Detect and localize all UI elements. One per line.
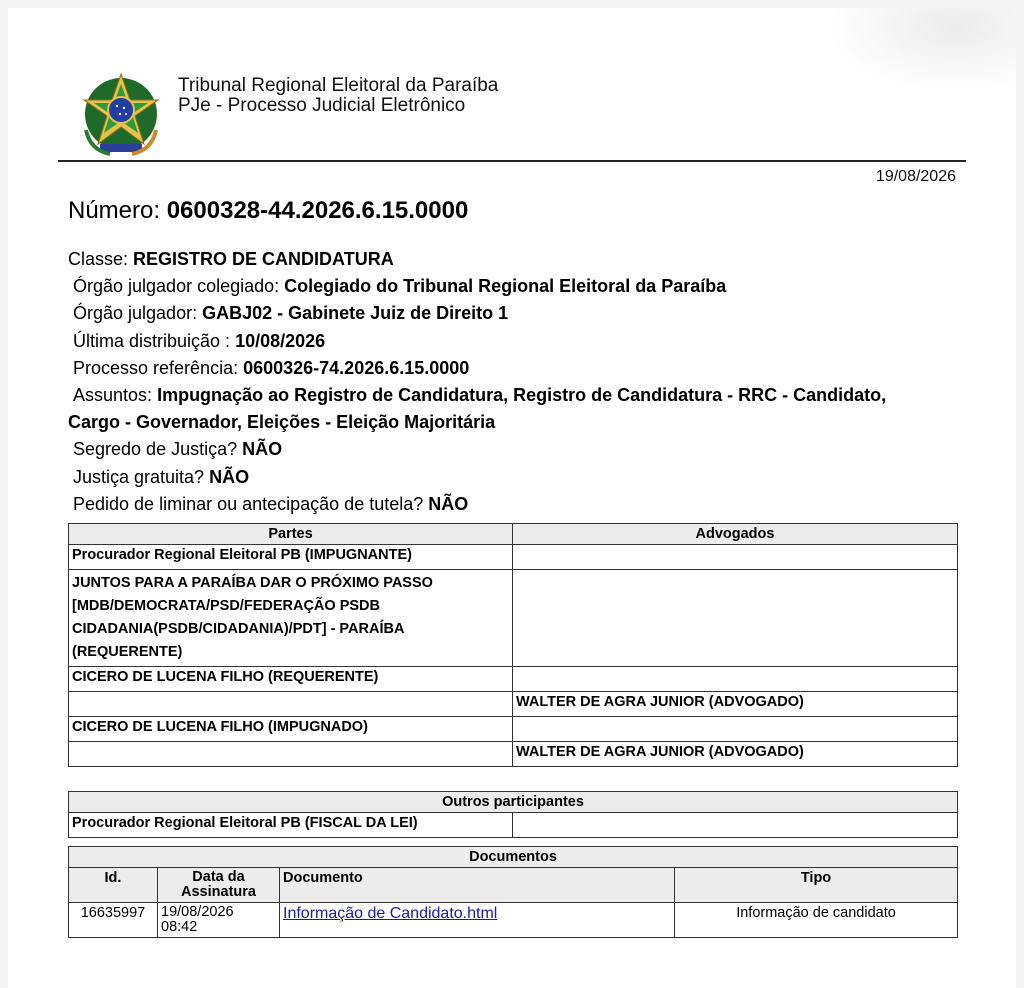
- segredo-row: [68, 436, 948, 463]
- parte-cell: CICERO DE LUCENA FILHO (REQUERENTE): [69, 667, 513, 692]
- court-name: Tribunal Regional Eleitoral da Paraíba: [178, 75, 499, 96]
- referencia-value: 0600326-74.2026.6.15.0000: [243, 357, 470, 378]
- table-header-row: [69, 524, 958, 545]
- doc-date-cell: [158, 903, 280, 938]
- table-row: [69, 570, 958, 667]
- table-row: [69, 742, 958, 767]
- referencia-row: [68, 355, 948, 382]
- gratuita-value: NÃO: [209, 466, 250, 487]
- doc-time: 08:42: [161, 919, 198, 935]
- gratuita-row: [68, 464, 948, 491]
- distribuicao-label: Última distribuição :: [73, 330, 231, 351]
- advogados-header: Advogados: [513, 524, 958, 545]
- outros-participantes-table: [68, 791, 958, 838]
- doc-tipo-cell: Informação de candidato: [675, 903, 958, 938]
- classe-row: [68, 246, 948, 273]
- id-header: Id.: [69, 868, 158, 903]
- table-title-row: [69, 847, 958, 868]
- parte-cell: CICERO DE LUCENA FILHO (IMPUGNADO): [69, 717, 513, 742]
- outros-header: Outros participantes: [69, 792, 958, 813]
- table-row: [69, 813, 958, 838]
- header-text: [178, 76, 498, 116]
- partes-table: [68, 523, 958, 767]
- distribuicao-row: [68, 328, 948, 355]
- table-row: [69, 903, 958, 938]
- liminar-label: Pedido de liminar ou antecipação de tutela?: [73, 493, 424, 514]
- orgao-colegiado-row: [68, 273, 948, 300]
- print-date: 19/08/2026: [875, 168, 956, 185]
- segredo-value: NÃO: [242, 439, 283, 460]
- participante-cell: Procurador Regional Eleitoral PB (FISCAL DA LEI): [69, 813, 513, 838]
- classe-value: REGISTRO DE CANDIDATURA: [133, 249, 394, 269]
- parte-cell: Procurador Regional Eleitoral PB (IMPUGNANTE): [69, 545, 513, 570]
- system-name: PJe - Processo Judicial Eletrônico: [178, 95, 466, 116]
- doc-id-cell: 16635997: [69, 903, 158, 938]
- brazil-coat-of-arms-icon: [80, 70, 162, 158]
- parte-cell: [69, 742, 513, 767]
- orgao-value: GABJ02 - Gabinete Juiz de Direito 1: [202, 303, 509, 324]
- liminar-row: [68, 491, 948, 518]
- table-row: [69, 692, 958, 717]
- process-info: [68, 246, 948, 518]
- assuntos-label: Assuntos:: [73, 385, 153, 406]
- classe-label: Classe:: [68, 249, 129, 269]
- gratuita-label: Justiça gratuita?: [73, 466, 205, 487]
- table-row: [69, 717, 958, 742]
- data-assinatura-header: Data da Assinatura: [158, 868, 280, 903]
- documentos-title: Documentos: [69, 847, 958, 868]
- advogado-cell: WALTER DE AGRA JUNIOR (ADVOGADO): [513, 742, 958, 767]
- referencia-label: Processo referência:: [73, 357, 239, 378]
- advogado-cell: [513, 570, 958, 667]
- assuntos-row: [68, 382, 948, 409]
- table-header-row: [69, 792, 958, 813]
- numero-label: Número:: [68, 197, 161, 224]
- assuntos-value-line1: Impugnação ao Registro de Candidatura, Registro de Candidatura - RRC - Candidato,: [157, 385, 887, 406]
- orgao-colegiado-value: Colegiado do Tribunal Regional Eleitoral da Paraíba: [284, 276, 727, 297]
- orgao-colegiado-label: Órgão julgador colegiado:: [73, 276, 280, 297]
- table-header-row: [69, 868, 958, 903]
- assuntos-value-line2: Cargo - Governador, Eleições - Eleição Majoritária: [68, 412, 496, 433]
- table-row: [69, 667, 958, 692]
- advogado-cell: [513, 667, 958, 692]
- distribuicao-value: 10/08/2026: [235, 330, 326, 351]
- parte-cell: [69, 692, 513, 717]
- participante-advogado-cell: [513, 813, 958, 838]
- numero-value: 0600328-44.2026.6.15.0000: [166, 197, 469, 224]
- document-header: [8, 8, 1016, 185]
- doc-date: 19/08/2026: [161, 904, 234, 920]
- partes-header: Partes: [69, 524, 513, 545]
- document-page: [8, 8, 1016, 988]
- documento-link[interactable]: Informação de Candidato.html: [283, 905, 498, 922]
- documento-header: Documento: [280, 868, 675, 903]
- segredo-label: Segredo de Justiça?: [73, 439, 238, 460]
- advogado-cell: [513, 717, 958, 742]
- orgao-label: Órgão julgador:: [73, 303, 198, 324]
- advogado-cell: [513, 545, 958, 570]
- process-number: [68, 197, 468, 225]
- assuntos-row-cont: [68, 409, 948, 436]
- liminar-value: NÃO: [428, 493, 469, 514]
- orgao-row: [68, 300, 948, 327]
- documentos-table: [68, 846, 958, 938]
- doc-link-cell: [280, 903, 675, 938]
- header-divider: [58, 160, 966, 162]
- advogado-cell: WALTER DE AGRA JUNIOR (ADVOGADO): [513, 692, 958, 717]
- table-row: [69, 545, 958, 570]
- tipo-header: Tipo: [675, 868, 958, 903]
- parte-cell: JUNTOS PARA A PARAÍBA DAR O PRÓXIMO PASSO [MDB/DEMOCRATA/PSD/FEDERAÇÃO PSDB CIDADANIA(PSDB/CIDADANIA)/PDT] - PARAÍBA (REQUERENTE): [69, 570, 513, 667]
